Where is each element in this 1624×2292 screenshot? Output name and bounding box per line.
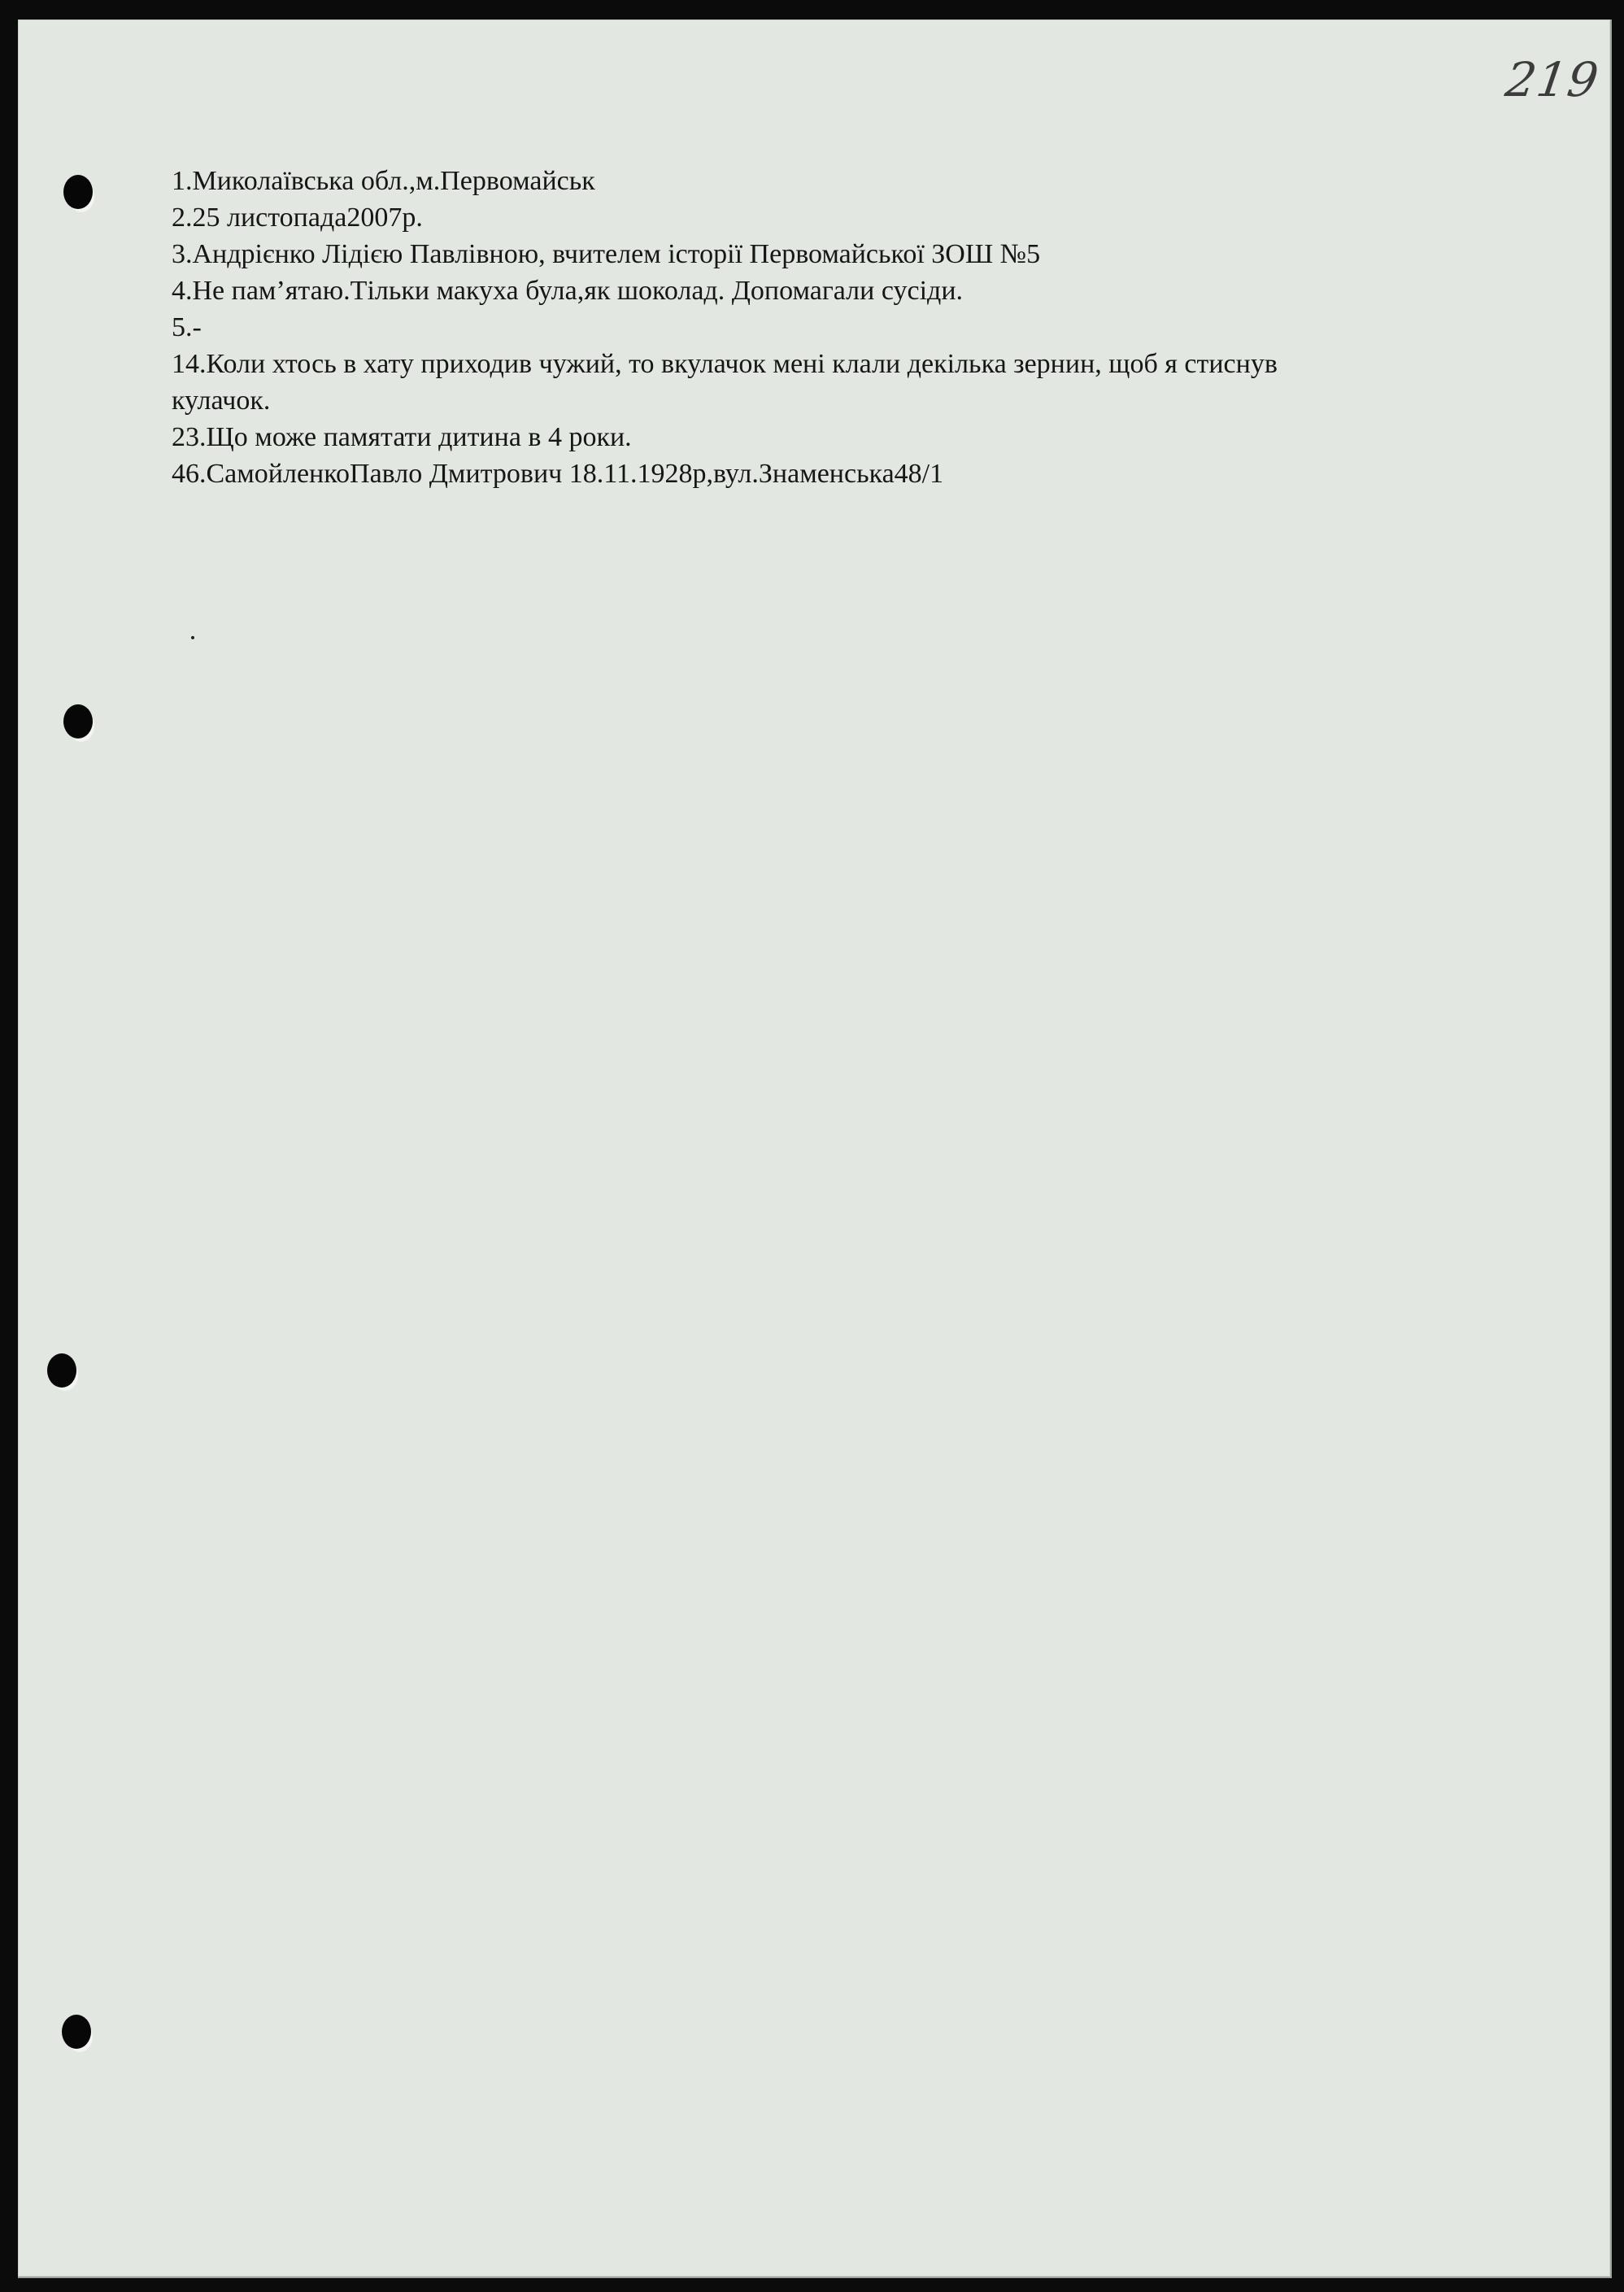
punch-hole: [63, 704, 93, 739]
text-line: кулачок.: [172, 386, 271, 416]
text-line: 4.Не пам’ятаю.Тільки макуха була,як шоколад. Допомагали сусіди.: [172, 276, 964, 306]
text-line: 46.СамойленкоПавло Дмитрович 18.11.1928р,вул.Знаменська48/1: [172, 459, 944, 489]
punch-hole: [63, 175, 93, 209]
punch-hole: [62, 2015, 91, 2049]
text-line: 23.Що може памятати дитина в 4 роки.: [172, 422, 632, 452]
document-text: [172, 163, 1554, 492]
punch-hole: [47, 1353, 76, 1388]
text-line: 5.-: [172, 312, 202, 342]
text-line: 14.Коли хтось в хату приходив чужий, то вкулачок мені клали декілька зернин, щоб я стиснув: [172, 349, 1278, 379]
handwritten-page-number: 219: [1502, 52, 1603, 107]
text-line: 3.Андрієнко Лідією Павлівною, вчителем історії Первомайської ЗОШ №5: [172, 239, 1041, 269]
text-line: 1.Миколаївська обл.,м.Первомайськ: [172, 166, 595, 196]
stray-mark: [191, 636, 194, 639]
text-line: 2.25 листопада2007р.: [172, 203, 423, 233]
